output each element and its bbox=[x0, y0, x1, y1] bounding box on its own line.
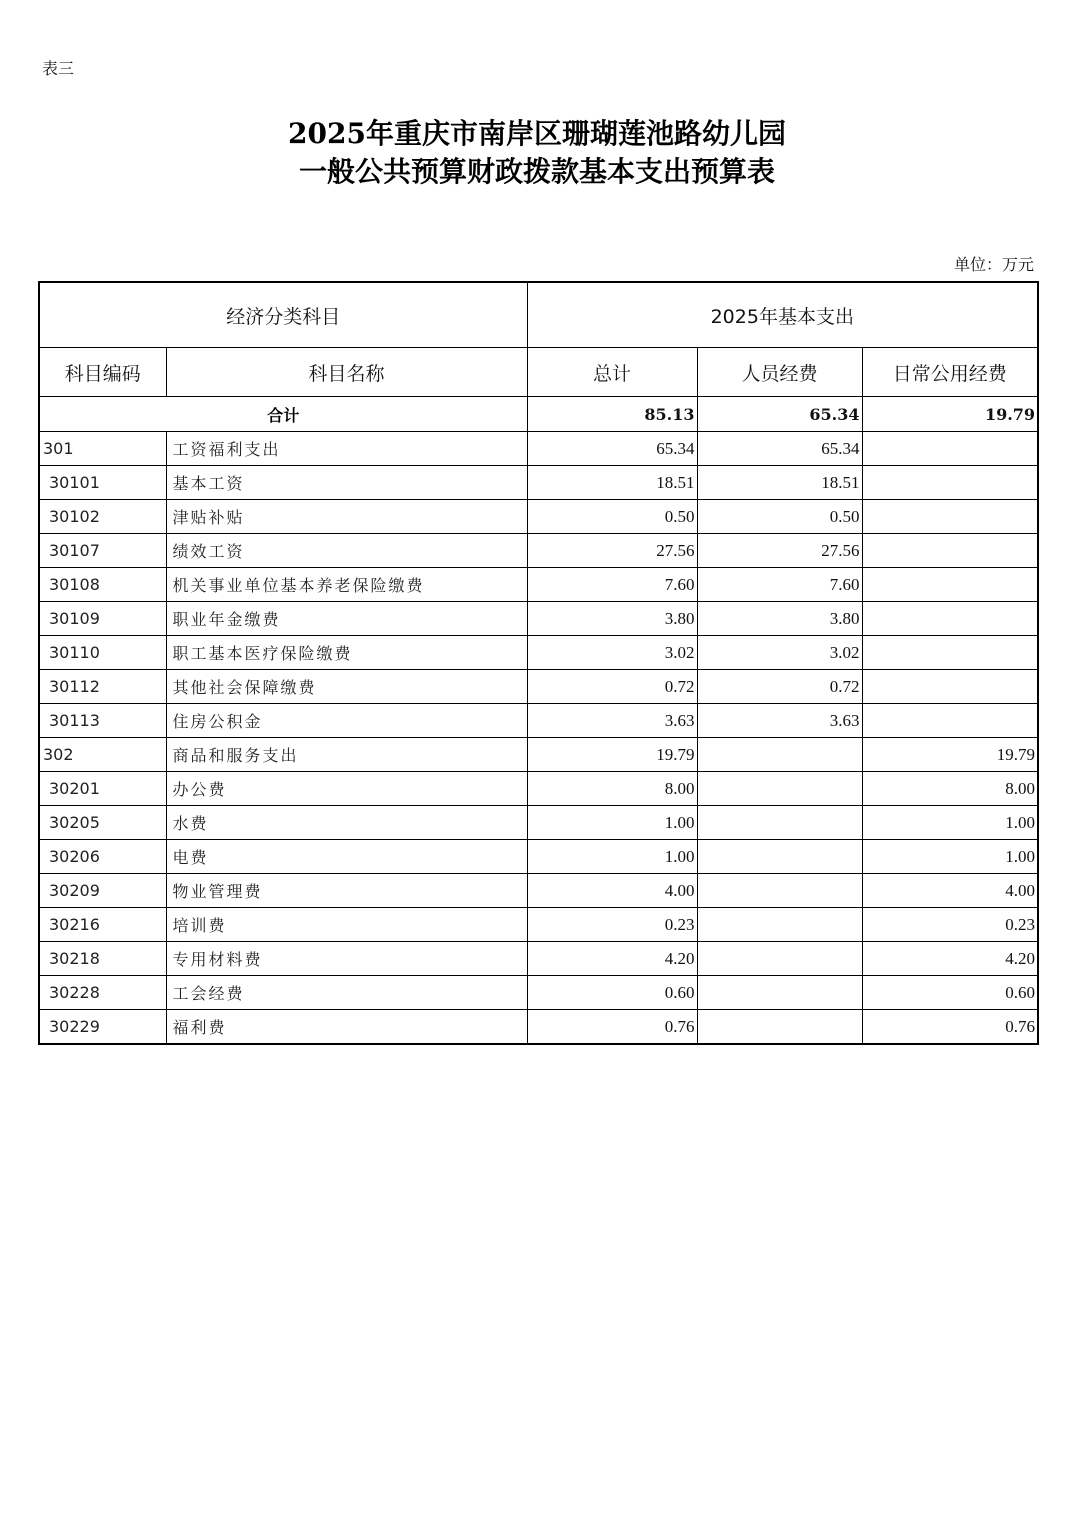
row-code: 30101 bbox=[39, 466, 166, 500]
row-personnel: 3.80 bbox=[697, 602, 862, 636]
row-name: 水费 bbox=[166, 806, 527, 840]
budget-table bbox=[38, 281, 1039, 1045]
table-row bbox=[39, 942, 1038, 976]
row-public bbox=[862, 432, 1038, 466]
row-personnel: 65.34 bbox=[697, 432, 862, 466]
row-personnel bbox=[697, 908, 862, 942]
row-total: 0.50 bbox=[527, 500, 697, 534]
row-code: 30209 bbox=[39, 874, 166, 908]
table-row bbox=[39, 432, 1038, 466]
row-name: 培训费 bbox=[166, 908, 527, 942]
table-row bbox=[39, 874, 1038, 908]
row-name: 福利费 bbox=[166, 1010, 527, 1045]
row-code: 30229 bbox=[39, 1010, 166, 1045]
row-personnel: 3.02 bbox=[697, 636, 862, 670]
header-public: 日常公用经费 bbox=[862, 348, 1038, 397]
table-row bbox=[39, 568, 1038, 602]
table-row bbox=[39, 772, 1038, 806]
row-public bbox=[862, 466, 1038, 500]
row-total: 3.80 bbox=[527, 602, 697, 636]
row-total: 1.00 bbox=[527, 806, 697, 840]
row-public: 1.00 bbox=[862, 840, 1038, 874]
total-row bbox=[39, 397, 1038, 432]
total-personnel: 65.34 bbox=[697, 397, 862, 432]
row-total: 27.56 bbox=[527, 534, 697, 568]
row-name: 基本工资 bbox=[166, 466, 527, 500]
row-code: 30218 bbox=[39, 942, 166, 976]
row-personnel bbox=[697, 806, 862, 840]
row-public bbox=[862, 534, 1038, 568]
total-total: 85.13 bbox=[527, 397, 697, 432]
row-public: 1.00 bbox=[862, 806, 1038, 840]
row-name: 工会经费 bbox=[166, 976, 527, 1010]
row-public bbox=[862, 602, 1038, 636]
row-code: 30107 bbox=[39, 534, 166, 568]
table-row bbox=[39, 704, 1038, 738]
page-title-line1: 2025年重庆市南岸区珊瑚莲池路幼儿园 bbox=[288, 117, 786, 150]
row-code: 30113 bbox=[39, 704, 166, 738]
header-personnel: 人员经费 bbox=[697, 348, 862, 397]
row-code: 30112 bbox=[39, 670, 166, 704]
row-code: 30108 bbox=[39, 568, 166, 602]
row-public: 8.00 bbox=[862, 772, 1038, 806]
row-public bbox=[862, 670, 1038, 704]
row-code: 30109 bbox=[39, 602, 166, 636]
table-row bbox=[39, 466, 1038, 500]
row-personnel: 3.63 bbox=[697, 704, 862, 738]
row-name: 其他社会保障缴费 bbox=[166, 670, 527, 704]
header-code: 科目编码 bbox=[39, 348, 166, 397]
row-code: 30110 bbox=[39, 636, 166, 670]
row-public: 4.20 bbox=[862, 942, 1038, 976]
row-personnel: 18.51 bbox=[697, 466, 862, 500]
row-total: 4.00 bbox=[527, 874, 697, 908]
row-name: 电费 bbox=[166, 840, 527, 874]
row-name: 专用材料费 bbox=[166, 942, 527, 976]
row-name: 物业管理费 bbox=[166, 874, 527, 908]
row-personnel: 0.50 bbox=[697, 500, 862, 534]
table-row bbox=[39, 976, 1038, 1010]
row-public: 0.76 bbox=[862, 1010, 1038, 1045]
row-total: 0.23 bbox=[527, 908, 697, 942]
table-row bbox=[39, 636, 1038, 670]
row-total: 3.02 bbox=[527, 636, 697, 670]
table-row bbox=[39, 908, 1038, 942]
row-name: 住房公积金 bbox=[166, 704, 527, 738]
row-personnel bbox=[697, 942, 862, 976]
header-name: 科目名称 bbox=[166, 348, 527, 397]
row-public bbox=[862, 636, 1038, 670]
table-row bbox=[39, 738, 1038, 772]
page-title-line2: 一般公共预算财政拨款基本支出预算表 bbox=[298, 155, 775, 188]
row-total: 1.00 bbox=[527, 840, 697, 874]
table-row bbox=[39, 534, 1038, 568]
row-public bbox=[862, 500, 1038, 534]
row-name: 职工基本医疗保险缴费 bbox=[166, 636, 527, 670]
row-code: 30216 bbox=[39, 908, 166, 942]
table-row bbox=[39, 500, 1038, 534]
row-name: 绩效工资 bbox=[166, 534, 527, 568]
row-code: 30228 bbox=[39, 976, 166, 1010]
row-name: 机关事业单位基本养老保险缴费 bbox=[166, 568, 527, 602]
row-total: 4.20 bbox=[527, 942, 697, 976]
table-row bbox=[39, 1010, 1038, 1045]
header-group-economic: 经济分类科目 bbox=[39, 282, 527, 348]
row-total: 65.34 bbox=[527, 432, 697, 466]
row-total: 8.00 bbox=[527, 772, 697, 806]
page-label: 表三 bbox=[42, 59, 75, 78]
row-personnel bbox=[697, 772, 862, 806]
row-personnel bbox=[697, 738, 862, 772]
row-public: 0.23 bbox=[862, 908, 1038, 942]
header-total: 总计 bbox=[527, 348, 697, 397]
row-personnel: 7.60 bbox=[697, 568, 862, 602]
row-name: 办公费 bbox=[166, 772, 527, 806]
row-code: 30205 bbox=[39, 806, 166, 840]
header-group-basic-expense: 2025年基本支出 bbox=[527, 282, 1038, 348]
row-total: 0.72 bbox=[527, 670, 697, 704]
row-name: 津贴补贴 bbox=[166, 500, 527, 534]
row-personnel bbox=[697, 1010, 862, 1045]
row-public bbox=[862, 704, 1038, 738]
row-name: 工资福利支出 bbox=[166, 432, 527, 466]
row-public bbox=[862, 568, 1038, 602]
table-row bbox=[39, 840, 1038, 874]
row-name: 职业年金缴费 bbox=[166, 602, 527, 636]
total-label: 合计 bbox=[39, 397, 527, 432]
row-total: 18.51 bbox=[527, 466, 697, 500]
row-total: 7.60 bbox=[527, 568, 697, 602]
row-total: 0.60 bbox=[527, 976, 697, 1010]
header-column-row bbox=[39, 348, 1038, 397]
table-row bbox=[39, 602, 1038, 636]
row-code: 30201 bbox=[39, 772, 166, 806]
row-personnel: 27.56 bbox=[697, 534, 862, 568]
table-row bbox=[39, 806, 1038, 840]
row-total: 19.79 bbox=[527, 738, 697, 772]
row-personnel bbox=[697, 840, 862, 874]
row-name: 商品和服务支出 bbox=[166, 738, 527, 772]
row-code: 30206 bbox=[39, 840, 166, 874]
row-personnel: 0.72 bbox=[697, 670, 862, 704]
row-public: 4.00 bbox=[862, 874, 1038, 908]
total-public: 19.79 bbox=[862, 397, 1038, 432]
header-group-row bbox=[39, 282, 1038, 348]
row-total: 3.63 bbox=[527, 704, 697, 738]
row-code: 302 bbox=[39, 738, 166, 772]
row-personnel bbox=[697, 976, 862, 1010]
row-public: 0.60 bbox=[862, 976, 1038, 1010]
row-public: 19.79 bbox=[862, 738, 1038, 772]
row-total: 0.76 bbox=[527, 1010, 697, 1045]
row-code: 301 bbox=[39, 432, 166, 466]
row-personnel bbox=[697, 874, 862, 908]
row-code: 30102 bbox=[39, 500, 166, 534]
table-row bbox=[39, 670, 1038, 704]
unit-label: 单位：万元 bbox=[953, 255, 1034, 274]
